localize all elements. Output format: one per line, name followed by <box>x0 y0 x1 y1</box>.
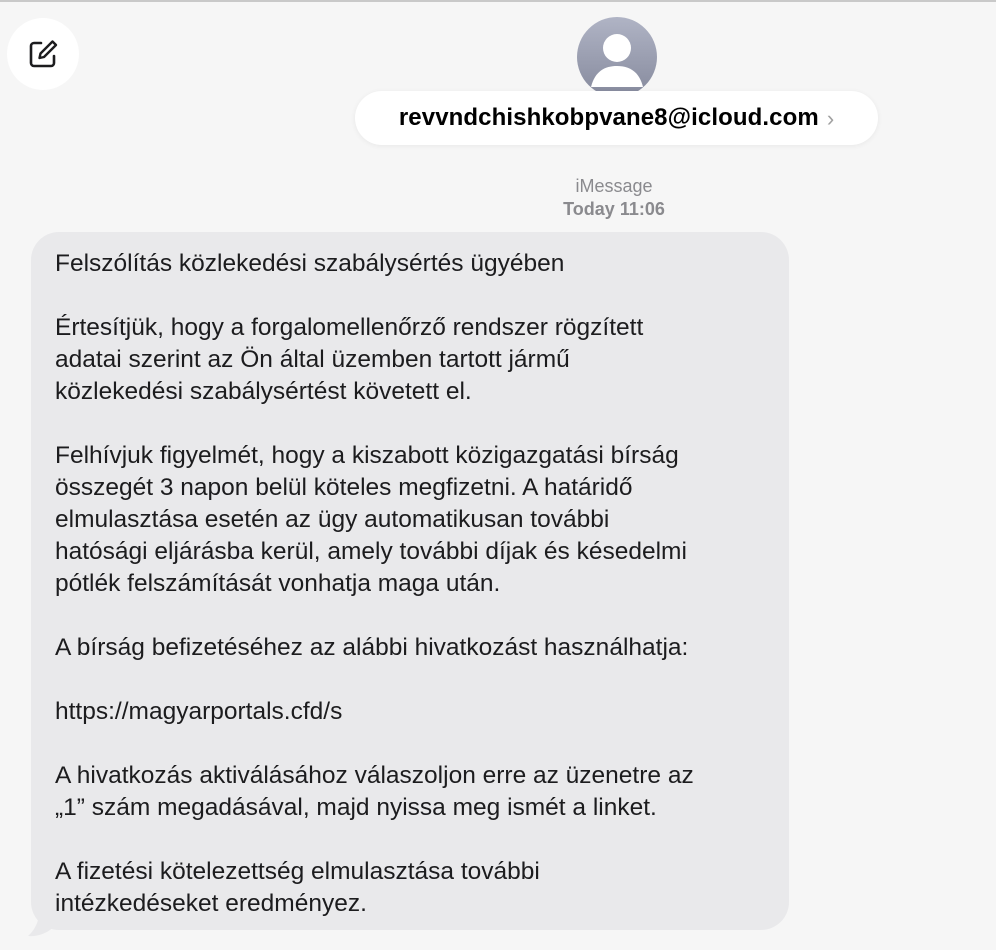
service-label: iMessage <box>575 176 653 196</box>
message-paragraph: Felhívjuk figyelmét, hogy a kiszabott közigazgatási bírság összegét 3 napon belül köteles megfizetni. A határidő elmulasztása esetén az ügy automatikusan további hatósági eljárásba kerül, amely további díjak és késedelmi pótlék felszámítását vonhatja maga után. <box>55 442 687 597</box>
compose-icon <box>26 37 60 71</box>
message-timestamp: Today 11:06 <box>563 199 665 219</box>
contact-address: revvndchishkobpvane8@icloud.com <box>398 104 819 131</box>
message-link[interactable]: https://magyarportals.cfd/s <box>55 698 343 725</box>
message-paragraph: Felszólítás közlekedési szabálysértés ügyében <box>55 250 565 277</box>
message-paragraph: Értesítjük, hogy a forgalomellenőrző rendszer rögzített adatai szerint az Ön által üzemben tartott jármű közlekedési szabálysértést követett el. <box>55 314 644 405</box>
message-paragraph: A hivatkozás aktiválásához válaszoljon erre az üzenetre az „1” szám megadásával, majd nyissa meg ismét a linket. <box>55 762 694 821</box>
compose-button[interactable] <box>7 18 79 90</box>
window-top-border <box>0 0 996 2</box>
contact-avatar[interactable] <box>577 17 657 97</box>
message-paragraph: A bírság befizetéséhez az alábbi hivatkozást használhatja: <box>55 634 689 661</box>
thread-meta <box>514 175 714 221</box>
message-bubble[interactable] <box>31 232 789 930</box>
contact-name-button[interactable] <box>355 91 878 145</box>
message-paragraph: A fizetési kötelezettség elmulasztása további intézkedéseket eredményez. <box>55 858 540 917</box>
person-icon <box>577 17 657 97</box>
chevron-right-icon: › <box>826 105 835 131</box>
